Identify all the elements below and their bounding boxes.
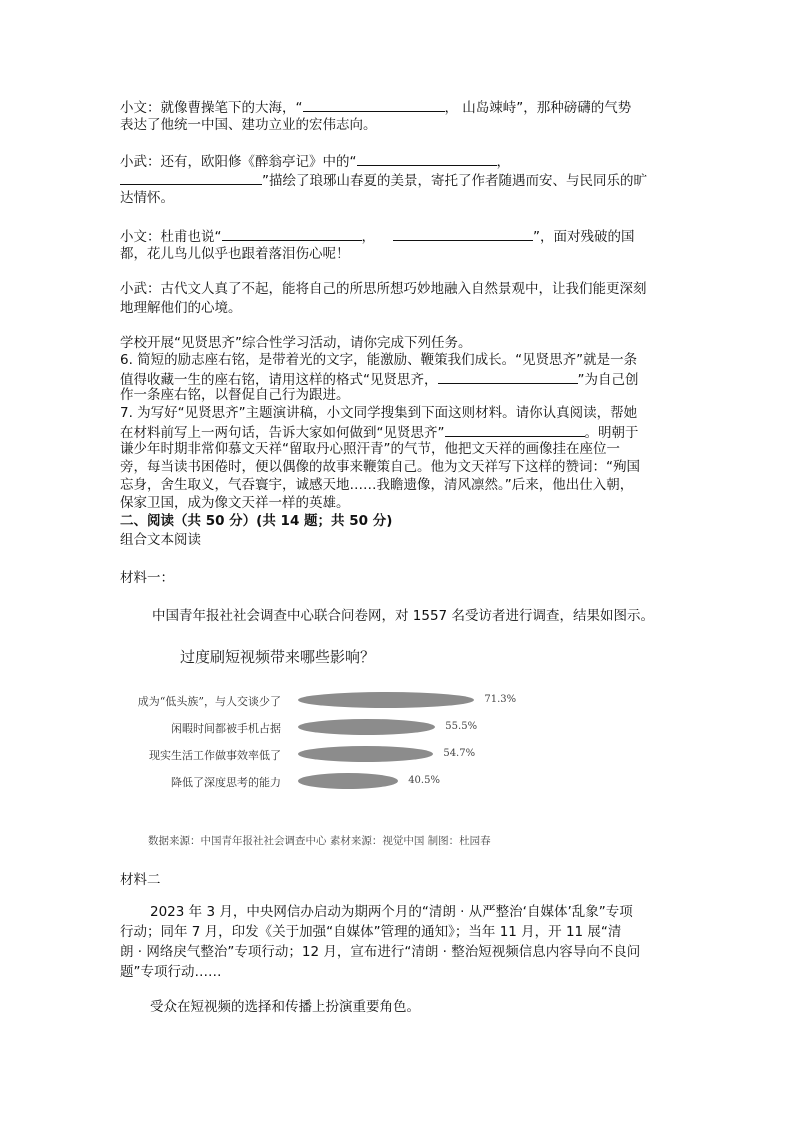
dialogue-line-5: 达情怀。	[120, 190, 174, 206]
bar-label: 成为“低头族”，与人交谈少了	[137, 695, 281, 708]
material-1-label: 材料一：	[120, 570, 174, 586]
material-2-label: 材料二	[120, 872, 161, 888]
dialogue-line-6: 小文：杜甫也说“ ， ”，面对残破的国	[120, 226, 635, 247]
question-7-line-1: 7. 为写好“见贤思齐”主题演讲稿，小文同学搜集到下面这则材料。请你认真阅读，帮她	[120, 405, 638, 421]
material-2-line-4: 题”专项行动……	[120, 964, 222, 980]
dialogue-line-3: 小武：还有，欧阳修《醉翁亭记》中的“ ，	[120, 151, 510, 172]
answer-blank[interactable]	[438, 369, 578, 384]
material-2-line-1: 2023 年 3 月，中央网信办启动为期两个月的“清朗 · 从严整治‘自媒体’乱象”专项	[150, 904, 633, 920]
bar-value-label: 54.7%	[443, 748, 476, 759]
material-1-text: 中国青年报社社会调查中心联合问卷网，对 1557 名受访者进行调查，结果如图示。	[152, 608, 654, 624]
bar	[298, 719, 435, 735]
task-intro: 学校开展“见贤思齐”综合性学习活动，请你完成下列任务。	[120, 335, 472, 351]
question-6-line-3: 作一条座右铭，以督促自己行为跟进。	[120, 387, 350, 403]
dialogue-line-9: 地理解他们的心境。	[120, 300, 242, 316]
bar-value-label: 71.3%	[484, 694, 517, 705]
chart-source: 数据来源：中国青年报社社会调查中心 素材来源：视觉中国 制图：杜园春	[148, 835, 491, 847]
bar	[298, 746, 433, 762]
question-7-line-4: 旁，每当读书困倦时，便以偶像的故事来鞭策自己。他为文天祥写下这样的赞词：“殉国	[120, 459, 640, 475]
bar	[298, 773, 398, 789]
answer-blank[interactable]	[120, 170, 262, 185]
dialogue-line-2: 表达了他统一中国、建功立业的宏伟志向。	[120, 117, 377, 133]
bar-label: 现实生活工作做事效率低了	[149, 749, 281, 762]
bar-value-label: 40.5%	[408, 775, 440, 786]
question-6-line-1: 6. 简短的励志座右铭，是带着光的文字，能激励、鞭策我们成长。“见贤思齐”就是一条	[120, 352, 638, 368]
section-2-subheading: 组合文本阅读	[120, 532, 201, 548]
answer-blank[interactable]	[303, 97, 445, 112]
dialogue-line-1: 小文：就像曹操笔下的大海，“ ， 山岛竦峙”，那种磅礴的气势	[120, 97, 631, 118]
material-2-line-2: 行动；同年 7 月，印发《关于加强“自媒体”管理的通知》；当年 11 月，开 11 展“清	[120, 924, 622, 940]
bar-label: 闲暇时间都被手机占据	[171, 722, 281, 735]
section-2-heading: 二、阅读（共 50 分）(共 14 题；共 50 分)	[120, 513, 393, 529]
bar	[298, 692, 474, 708]
answer-blank[interactable]	[357, 151, 497, 166]
answer-blank[interactable]	[393, 226, 533, 241]
dialogue-line-4: ”描绘了琅琊山春夏的美景，寄托了作者随遇而安、与民同乐的旷	[120, 170, 647, 191]
question-7-line-6: 保家卫国，成为像文天祥一样的英雄。	[120, 495, 350, 511]
question-7-line-2: 在材料前写上一两句话，告诉大家如何做到“见贤思齐” 。明朝于	[120, 422, 639, 443]
dialogue-line-8: 小武：古代文人真了不起，能将自己的所思所想巧妙地融入自然景观中，让我们能更深刻	[120, 281, 647, 297]
chart-title: 过度刷短视频带来哪些影响？	[180, 648, 376, 666]
dialogue-line-7: 都，花儿鸟儿似乎也跟着落泪伤心呢！	[120, 246, 350, 262]
question-6-line-2: 值得收藏一生的座右铭，请用这样的格式“见贤思齐， ”为自己创	[120, 369, 639, 390]
bar-value-label: 55.5%	[445, 721, 478, 732]
question-7-line-5: 忘身，舍生取义，气吞寰宇，诚感天地……我瞻遗像，清风凛然。”后来，他出仕入朝，	[120, 477, 634, 493]
material-2-line-5: 受众在短视频的选择和传播上扮演重要角色。	[150, 999, 420, 1015]
answer-blank[interactable]	[445, 422, 585, 437]
material-2-line-3: 朗 · 网络戾气整治”专项行动；12 月，宣布进行“清朗 · 整治短视频信息内容导向不良问	[120, 944, 641, 960]
bar-label: 降低了深度思考的能力	[171, 776, 281, 789]
question-7-line-3: 谦少年时期非常仰慕文天祥“留取丹心照汗青”的气节，他把文天祥的画像挂在座位一	[120, 441, 620, 457]
answer-blank[interactable]	[222, 226, 362, 241]
